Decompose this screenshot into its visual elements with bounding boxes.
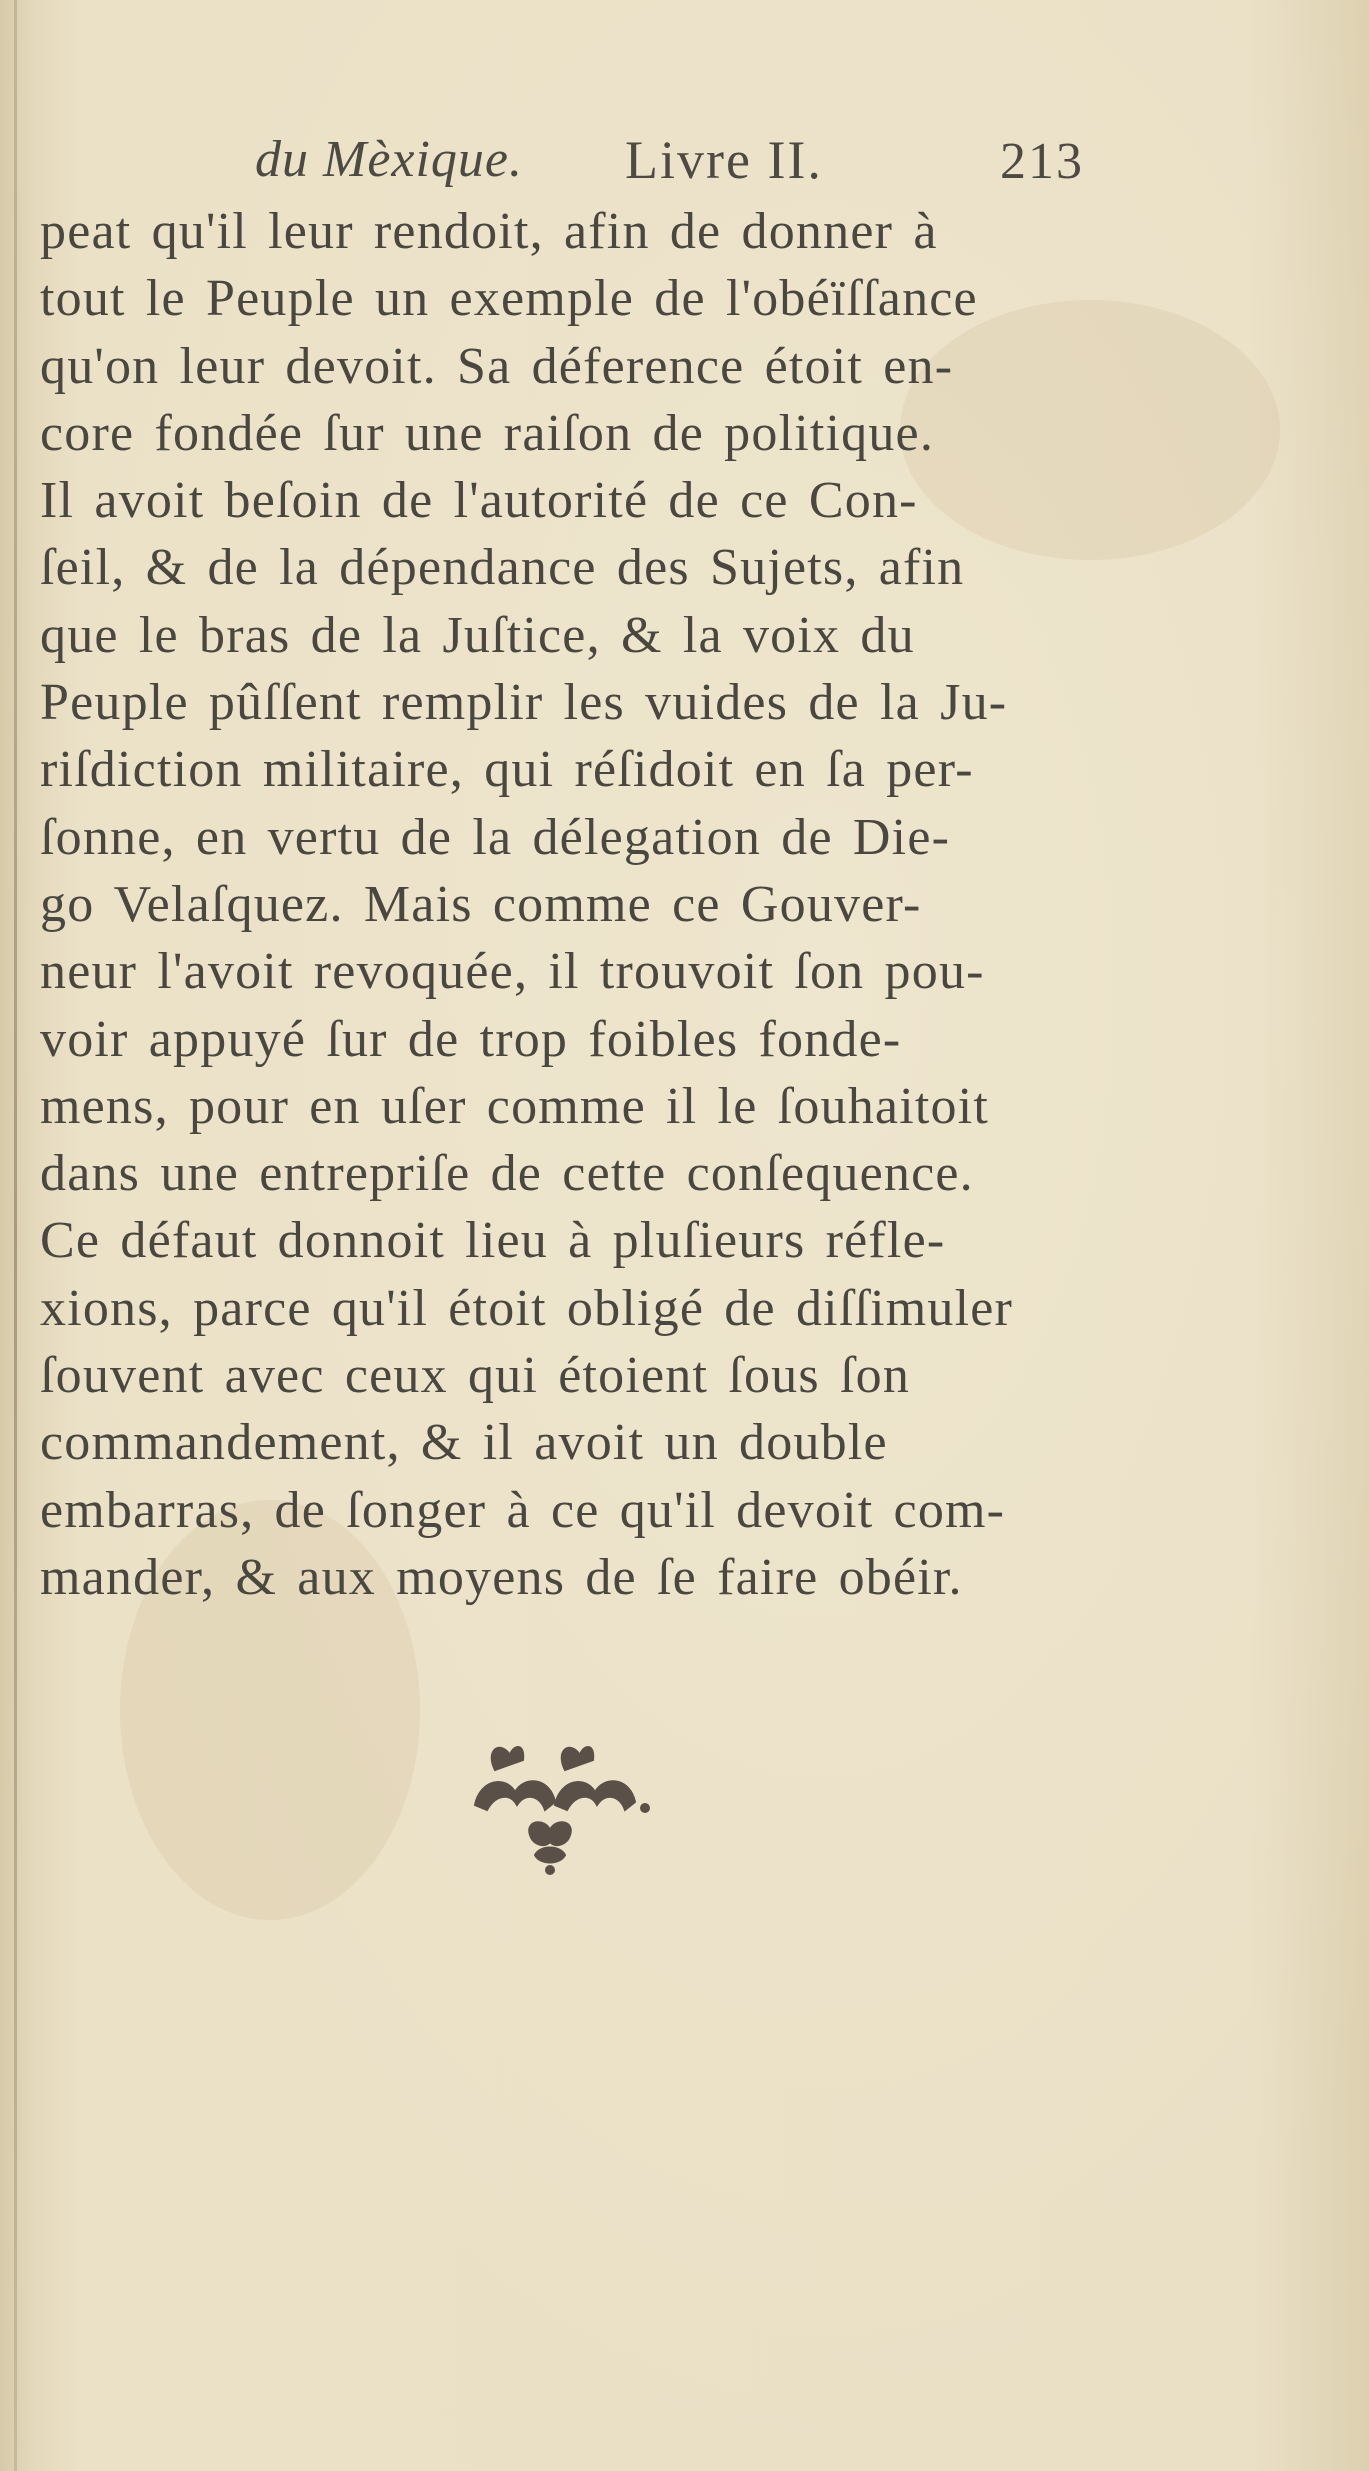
text-line: ſeil, & de la dépendance des Sujets, afin [40,539,965,597]
text-line: commandement, & il avoit un double [40,1414,888,1472]
body-text [40,198,1170,1611]
printer-fleuron-icon [455,1730,675,1880]
text-line: ſouvent avec ceux qui étoient ſous ſon [40,1347,911,1405]
text-line: Ce défaut donnoit lieu à pluſieurs réfle- [40,1212,946,1270]
text-line: que le bras de la Juſtice, & la voix du [40,606,915,664]
text-line: embarras, de ſonger à ce qu'il devoit com- [40,1481,1006,1539]
text-line: dans une entrepriſe de cette conſequence. [40,1145,974,1203]
text-line: qu'on leur devoit. Sa déference étoit en- [40,337,954,395]
page-header [0,125,1369,205]
text-line: Peuple pûſſent remplir les vuides de la Ju- [40,674,1008,732]
text-line: core fondée ſur une raiſon de politique. [40,404,935,462]
text-line: xions, parce qu'il étoit obligé de diſſimuler [40,1279,1014,1337]
page-number: 213 [1000,133,1084,190]
text-line: tout le Peuple un exemple de l'obéïſſance [40,270,978,328]
book-section-label: Livre II. [625,130,823,190]
text-line: mander, & aux moyens de ſe faire obéir. [40,1548,963,1606]
text-line: riſdiction militaire, qui réſidoit en ſa per- [40,741,974,799]
text-line: voir appuyé ſur de trop foibles fonde- [40,1010,902,1068]
text-line: go Velaſquez. Mais comme ce Gouver- [40,875,922,933]
running-head: du Mèxique. [255,131,524,188]
text-line: peat qu'il leur rendoit, afin de donner à [40,203,938,260]
text-line: neur l'avoit revoquée, il trouvoit ſon pou- [40,943,985,1001]
text-line: Il avoit beſoin de l'autorité de ce Con- [40,472,918,530]
text-line: mens, pour en uſer comme il le ſouhaitoit [40,1077,989,1135]
text-line: ſonne, en vertu de la délegation de Die- [40,808,951,866]
page-gutter-edge [14,0,17,2471]
